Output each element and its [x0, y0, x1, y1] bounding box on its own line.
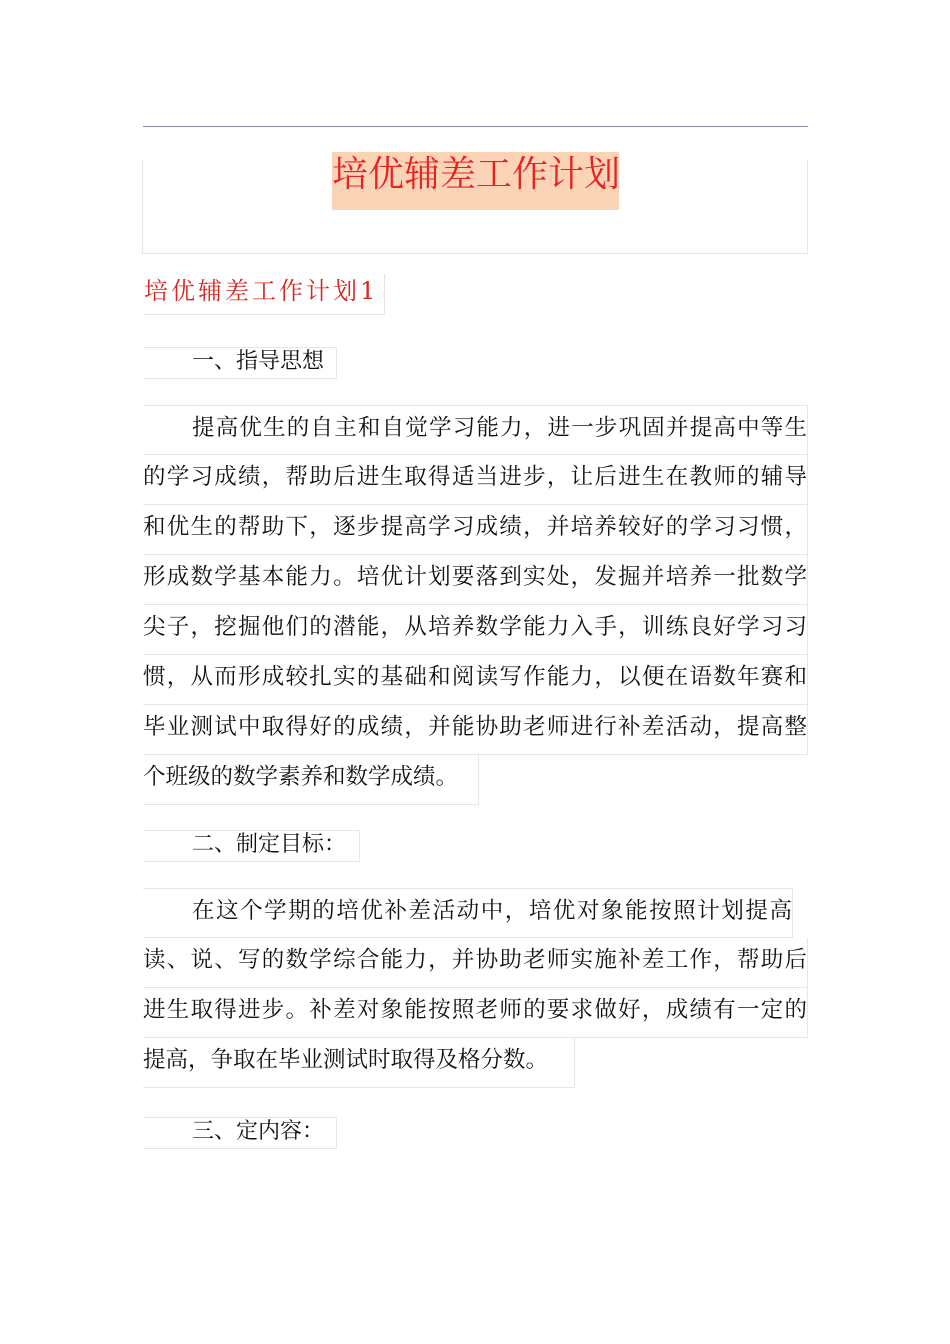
paragraph-line: 的学习成绩，帮助后进生取得适当进步，让后进生在教师的辅导 — [143, 455, 808, 505]
paragraph-line: 提高优生的自主和自觉学习能力，进一步巩固并提高中等生 — [143, 405, 808, 455]
paragraph-line: 提高，争取在毕业测试时取得及格分数。 — [143, 1038, 575, 1088]
paragraph-line: 形成数学基本能力。培优计划要落到实处，发掘并培养一批数学 — [143, 555, 808, 605]
plan-subtitle: 培优辅差工作计划1 — [144, 274, 385, 315]
paragraph-line: 毕业测试中取得好的成绩，并能协助老师进行补差活动，提高整 — [143, 705, 808, 755]
section-heading-text: 一、指导思想 — [192, 349, 325, 374]
paragraph-line: 个班级的数学素养和数学成绩。 — [143, 755, 479, 805]
paragraph-guiding-thought — [143, 405, 808, 805]
paragraph-line: 惯，从而形成较扎实的基础和阅读写作能力，以便在语数年赛和 — [143, 655, 808, 705]
section-heading-text: 三、定内容： — [192, 1119, 325, 1144]
section-heading-text: 二、制定目标： — [192, 832, 347, 857]
paragraph-set-goals — [143, 888, 808, 1088]
paragraph-line: 进生取得进步。补差对象能按照老师的要求做好，成绩有一定的 — [143, 988, 808, 1038]
header-rule — [143, 126, 808, 127]
document-title: 培优辅差工作计划 — [332, 152, 619, 210]
paragraph-line: 和优生的帮助下，逐步提高学习成绩，并培养较好的学习习惯， — [143, 505, 808, 555]
paragraph-line: 尖子，挖掘他们的潜能，从培养数学能力入手，训练良好学习习 — [143, 605, 808, 655]
section-heading-guiding-thought — [143, 347, 337, 379]
paragraph-line: 读、说、写的数学综合能力，并协助老师实施补差工作，帮助后 — [143, 938, 808, 988]
paragraph-line: 在这个学期的培优补差活动中，培优对象能按照计划提高 — [143, 888, 793, 938]
section-heading-set-goals — [143, 830, 360, 862]
section-heading-set-content — [143, 1117, 337, 1149]
